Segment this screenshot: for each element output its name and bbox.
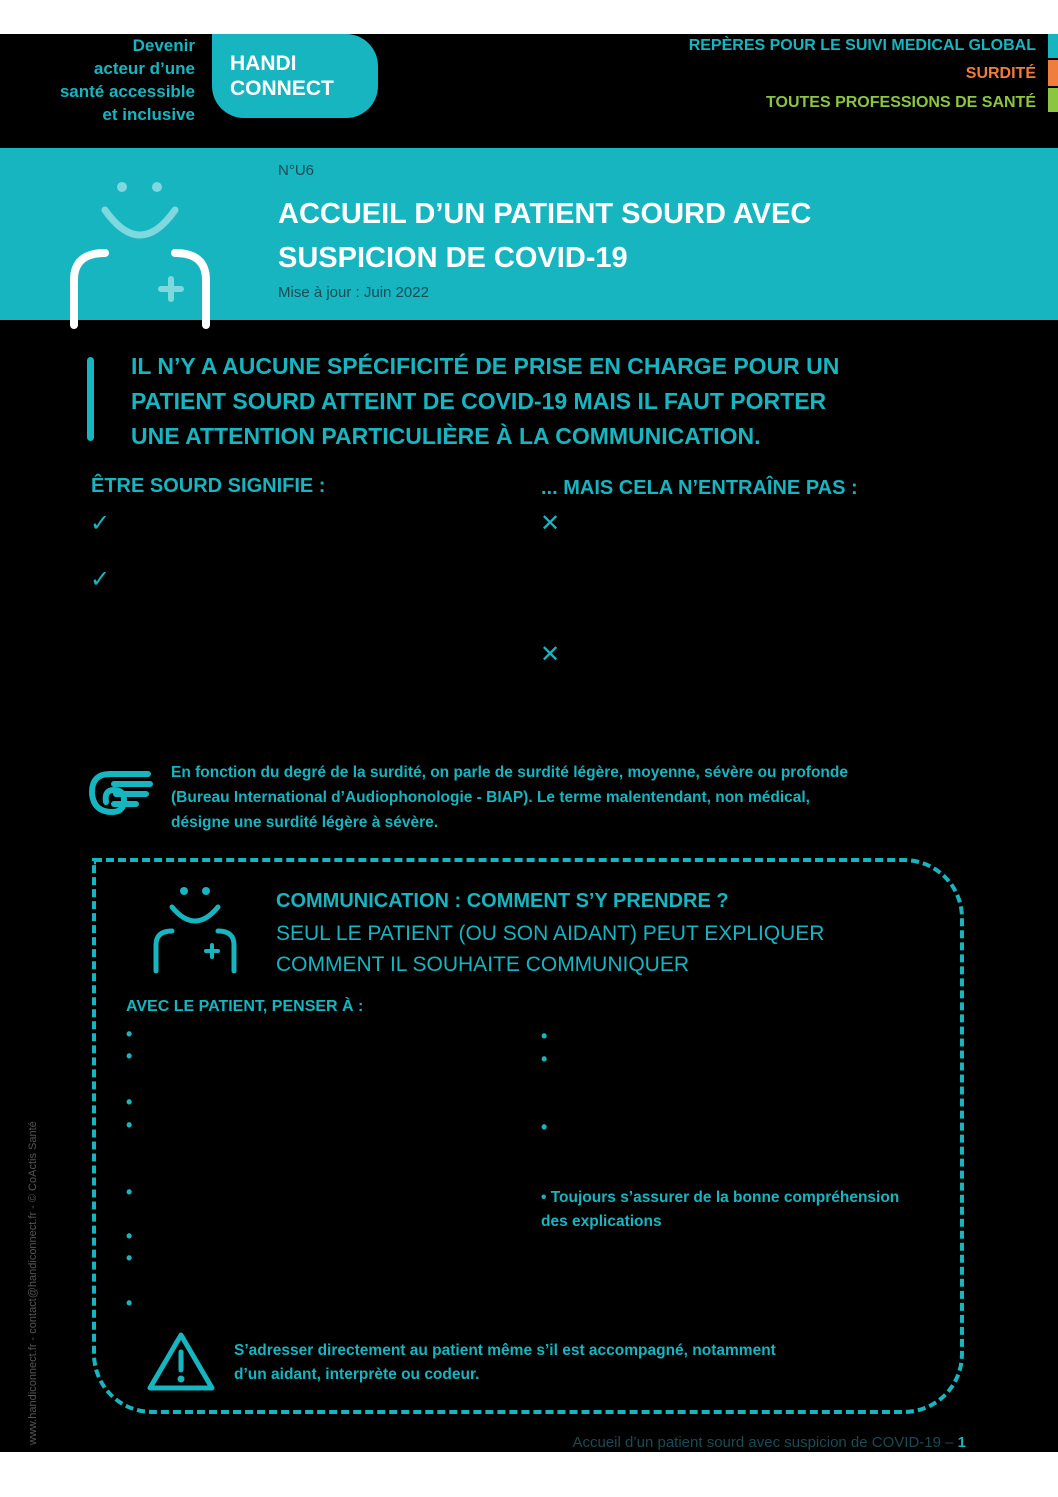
handiconnect-logo: HANDI CONNECT	[212, 34, 378, 118]
tagline: Devenir acteur d’une santé accessible et inclusive	[59, 36, 195, 124]
bullet: •	[126, 1092, 133, 1112]
bullet: •	[126, 1046, 133, 1066]
check-icon: ✓	[90, 566, 111, 593]
key-message: IL N’Y A AUCUNE SPÉCIFICITÉ DE PRISE EN CHARGE POUR UN PATIENT SOURD ATTEINT DE COVID-19 MAIS IL FAUT PORTER UNE ATTENTION PARTICULIÈRE À LA COMMUNICATION.	[131, 353, 840, 449]
bullet: •	[126, 1293, 133, 1313]
ref-bar-green	[1048, 88, 1058, 112]
key-message-bar	[87, 357, 94, 441]
bullet: •	[541, 1117, 548, 1137]
cross-icon: ✕	[540, 510, 561, 537]
bullet: •	[126, 1226, 133, 1246]
ref-suivi-medical: REPÈRES POUR LE SUIVI MEDICAL GLOBAL	[688, 37, 1036, 54]
warning-text: S’adresser directement au patient même s’il est accompagné, notamment d’un aidant, interprète ou codeur.	[234, 1342, 776, 1383]
right-column-heading: ... MAIS CELA N’ENTRAÎNE PAS :	[541, 477, 858, 499]
document-number: N°U6	[278, 162, 315, 179]
patient-small-icon	[150, 885, 240, 975]
bullet: •	[126, 1024, 133, 1044]
ref-surdite: SURDITÉ	[965, 65, 1036, 82]
warning-triangle-icon	[146, 1330, 216, 1392]
communication-title: COMMUNICATION : COMMENT S’Y PRENDRE ?	[276, 890, 729, 912]
left-column-heading: ÊTRE SOURD SIGNIFIE :	[91, 475, 326, 497]
update-date: Mise à jour : Juin 2022	[278, 284, 429, 301]
surdite-note: En fonction du degré de la surdité, on parle de surdité légère, moyenne, sévère ou profonde (Bureau International d’Audiophonologie - BIAP). Le terme malentendant, non médical, désigne une surdité légère à sévère.	[171, 764, 848, 831]
bullet: •	[541, 1049, 548, 1069]
bullet: •	[126, 1248, 133, 1268]
patient-icon	[60, 175, 220, 330]
hand-sign-icon	[84, 762, 154, 822]
ref-bar-orange	[1048, 60, 1058, 86]
ref-professions: TOUTES PROFESSIONS DE SANTÉ	[766, 94, 1036, 111]
side-credits: www.handiconnect.fr - contact@handiconnect.fr - © CoActis Santé	[27, 1121, 39, 1445]
bullet: •	[541, 1026, 548, 1046]
bullet: •	[126, 1115, 133, 1135]
avec-label: AVEC LE PATIENT, PENSER À :	[126, 998, 364, 1015]
page-title: ACCUEIL D’UN PATIENT SOURD AVEC SUSPICION DE COVID-19	[278, 198, 812, 274]
cross-icon: ✕	[540, 641, 561, 668]
check-icon: ✓	[90, 510, 111, 537]
ref-bar-teal	[1048, 34, 1058, 58]
bullet: •	[126, 1182, 133, 1202]
toujours-item: • Toujours s’assurer de la bonne compréhension des explications	[541, 1189, 900, 1230]
page-footer: Accueil d’un patient sourd avec suspicion de COVID-19 – 1	[572, 1434, 966, 1451]
communication-subtitle: SEUL LE PATIENT (OU SON AIDANT) PEUT EXPLIQUER COMMENT IL SOUHAITE COMMUNIQUER	[276, 922, 825, 976]
